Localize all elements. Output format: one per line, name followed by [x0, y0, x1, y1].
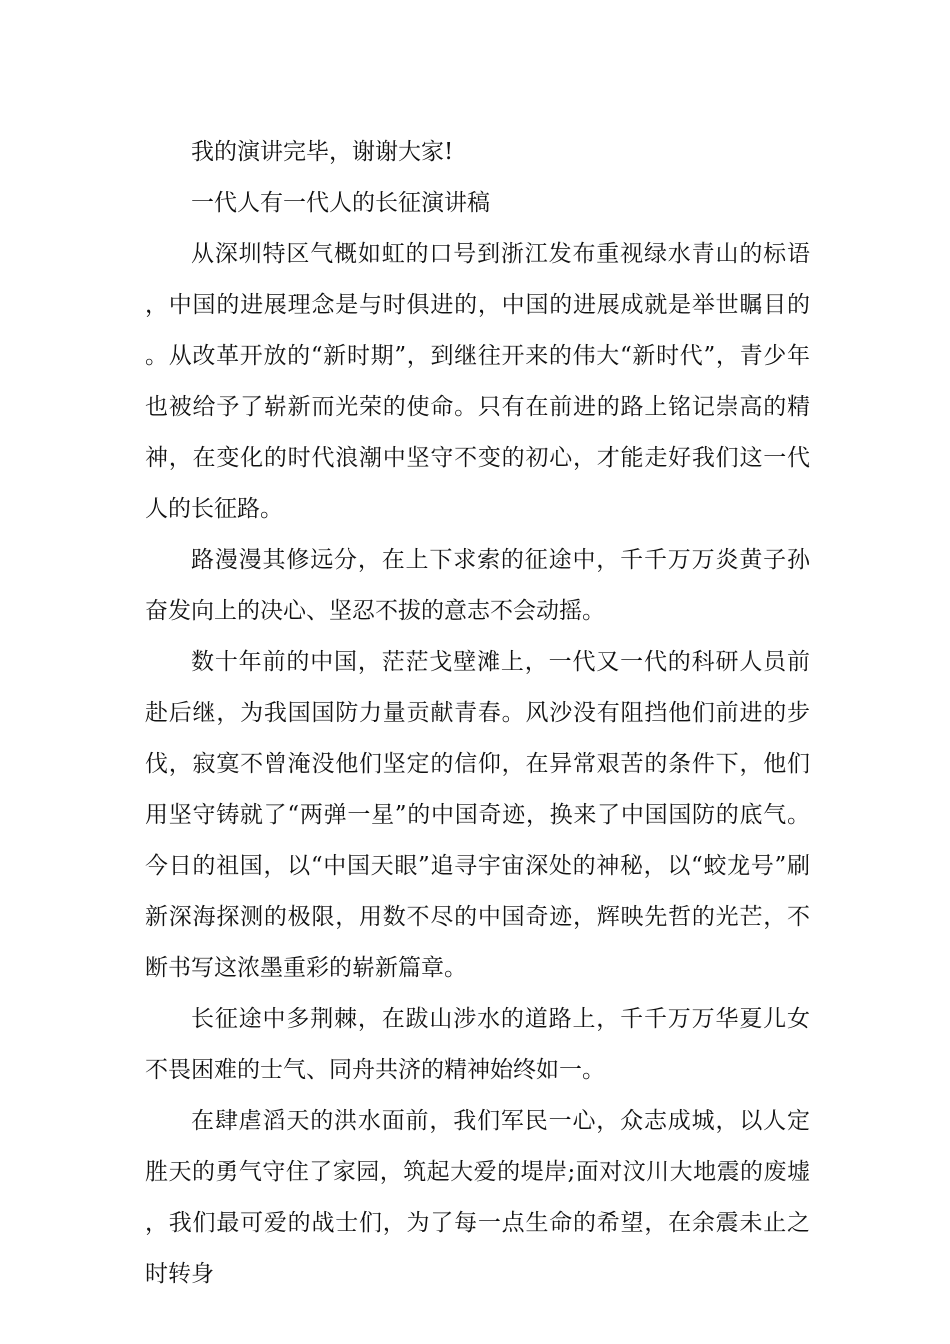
speech-title: 一代人有一代人的长征演讲稿 — [191, 190, 490, 216]
paragraph-thorns: 长征途中多荆棘，在跋山涉水的道路上，千千万万华夏儿女不畏困难的士气、同舟共济的精神始终如一。 — [145, 1006, 810, 1083]
closing-remark: 我的演讲完毕，谢谢大家! — [191, 139, 454, 165]
paragraph-road: 路漫漫其修远分，在上下求索的征途中，千千万万炎黄子孙奋发向上的决心、坚忍不拔的意志不会动摇。 — [145, 547, 810, 624]
paragraph-flood: 在肆虐滔天的洪水面前，我们军民一心，众志成城，以人定胜天的勇气守住了家园，筑起大爱的堤岸;面对汶川大地震的废墟，我们最可爱的战士们，为了每一点生命的希望，在余震未止之时转身 — [145, 1108, 810, 1287]
paragraph-history: 数十年前的中国，茫茫戈壁滩上，一代又一代的科研人员前赴后继，为我国国防力量贡献青春。风沙没有阻挡他们前进的步伐，寂寞不曾淹没他们坚定的信仰，在异常艰苦的条件下，他们用坚守铸就了“两弹一星”的中国奇迹，换来了中国国防的底气。今日的祖国，以“中国天眼”追寻宇宙深处的神秘，以“蛟龙号”刷新深海探测的极限，用数不尽的中国奇迹，辉映先哲的光芒，不断书写这浓墨重彩的崭新篇章。 — [145, 649, 810, 981]
paragraph-intro: 从深圳特区气概如虹的口号到浙江发布重视绿水青山的标语，中国的进展理念是与时俱进的，中国的进展成就是举世瞩目的。从改革开放的“新时期”，到继往开来的伟大“新时代”，青少年也被给予了崭新而光荣的使命。只有在前进的路上铭记崇高的精神，在变化的时代浪潮中坚守不变的初心，才能走好我们这一代人的长征路。 — [145, 241, 810, 522]
speech-text-body — [145, 127, 810, 1300]
